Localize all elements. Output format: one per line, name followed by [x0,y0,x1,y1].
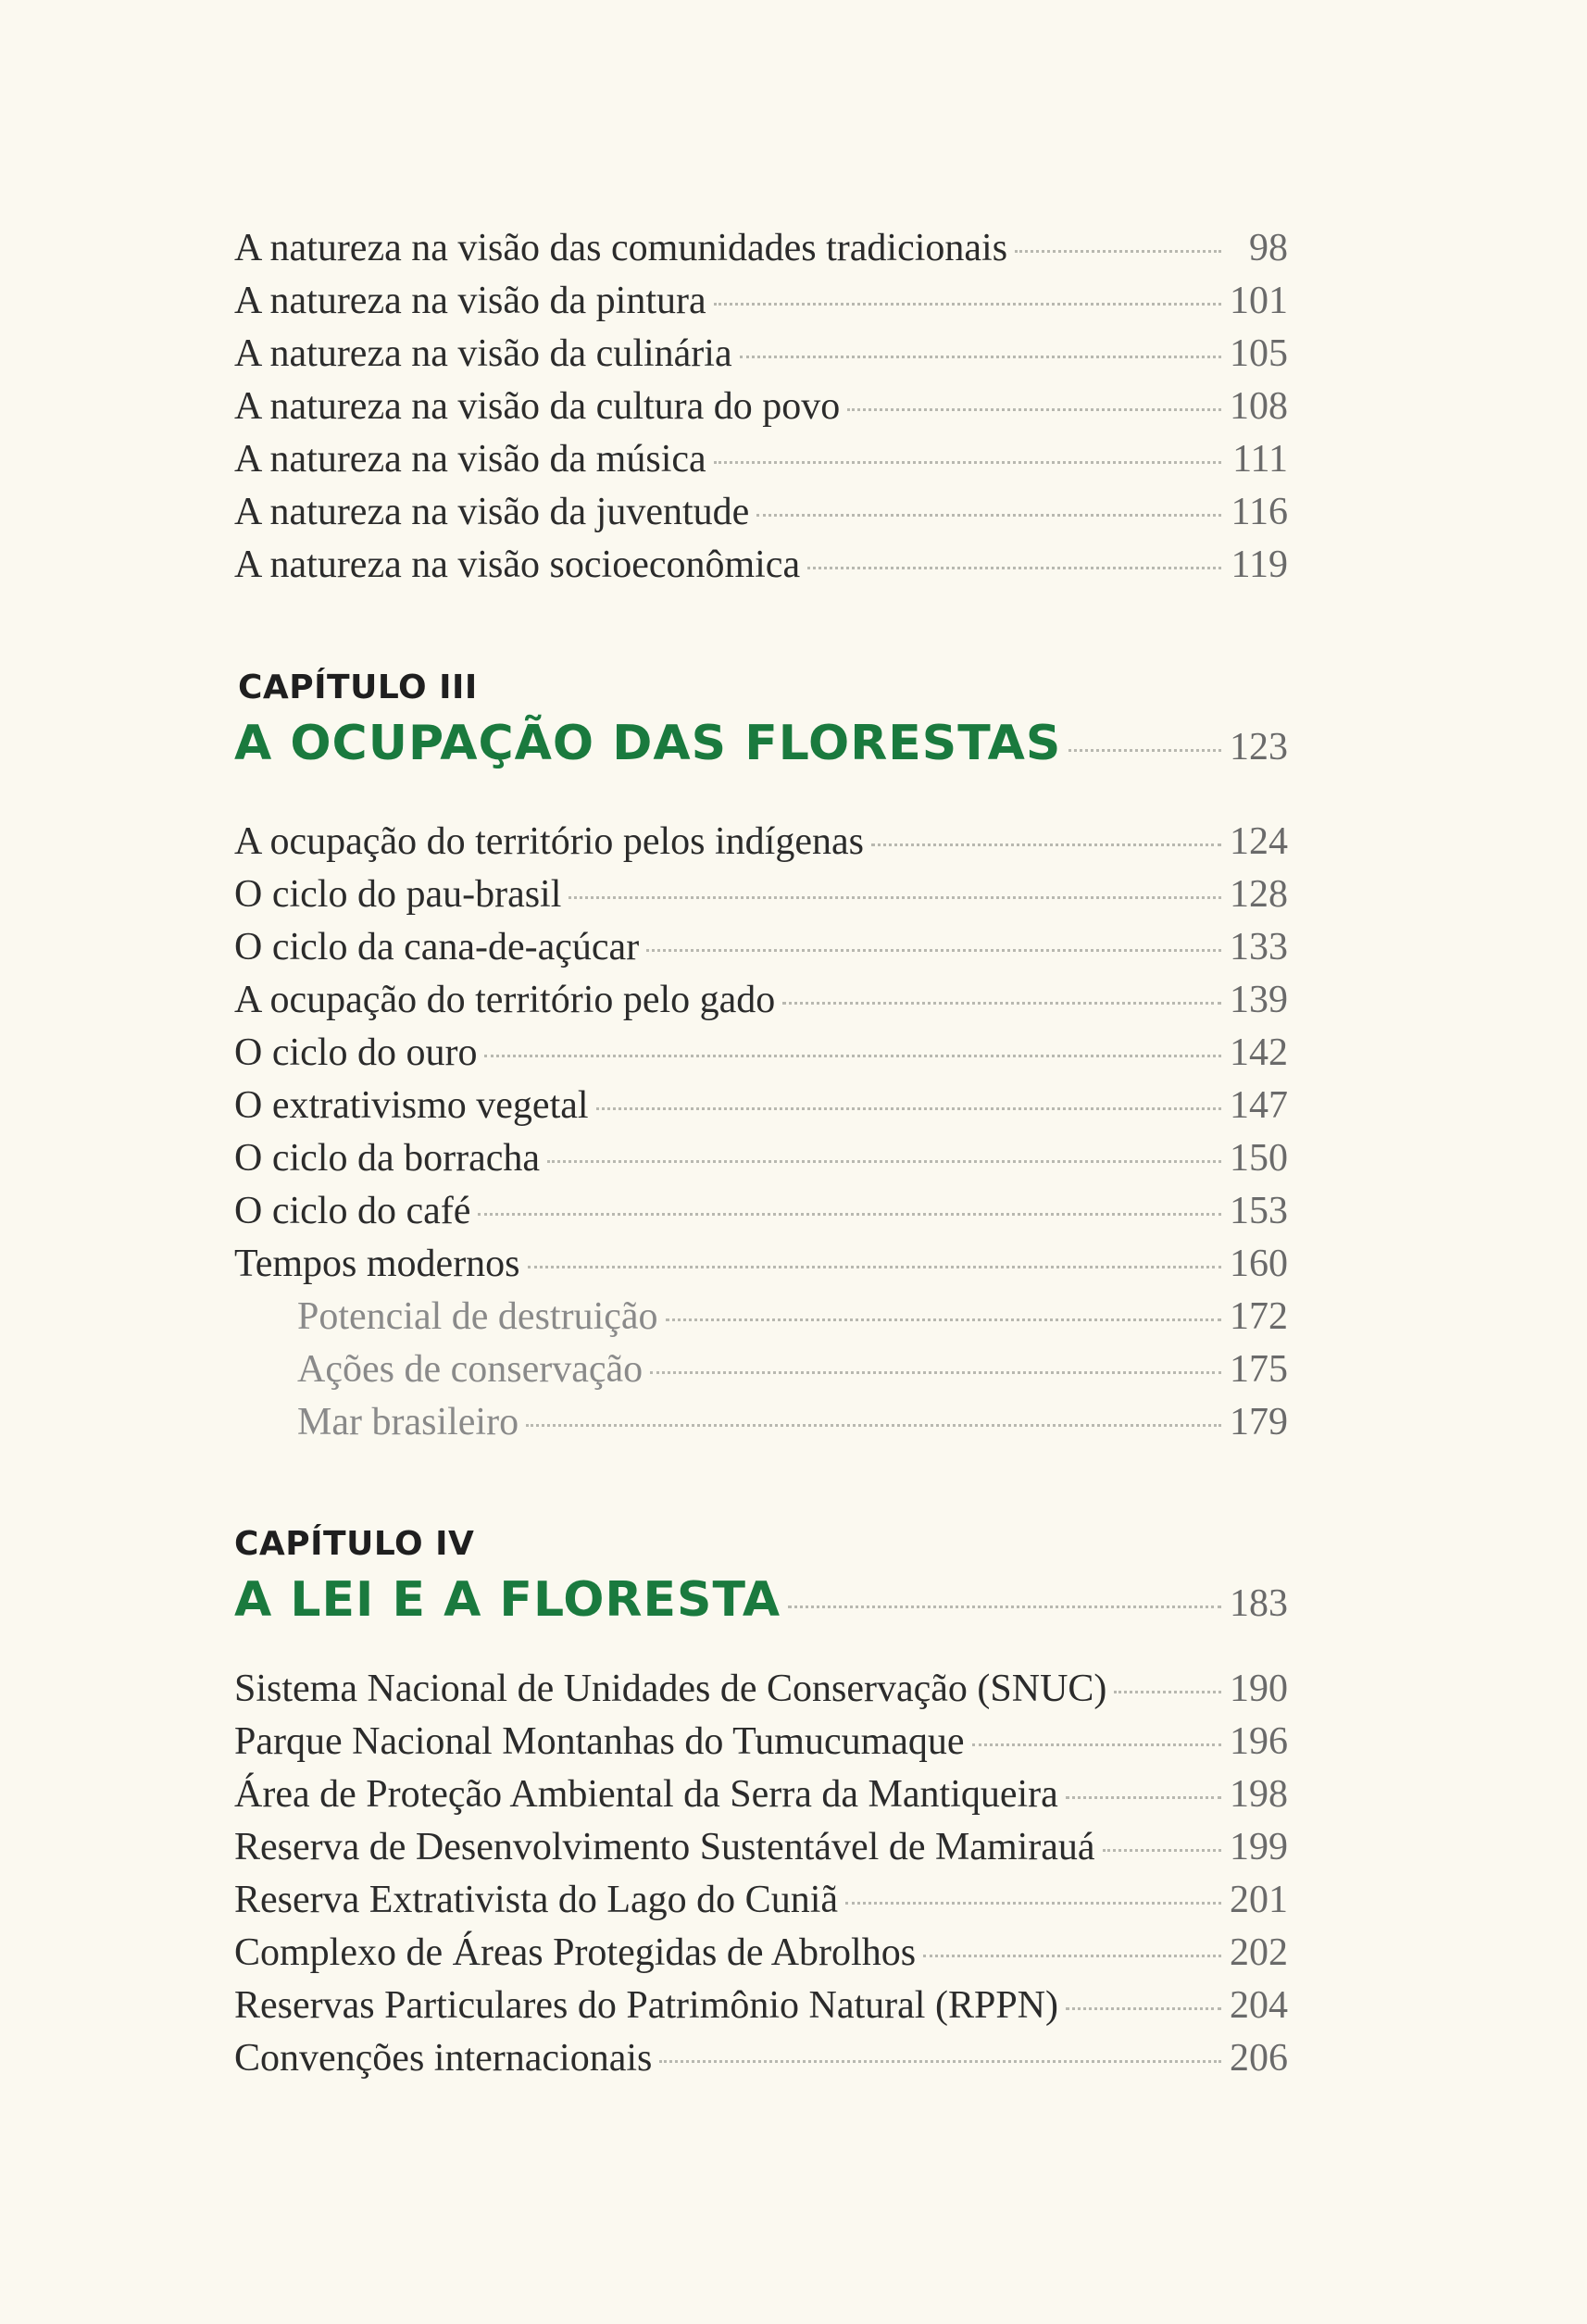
toc-entry-title: A natureza na visão socioeconômica [234,544,801,586]
toc-entry-page: 198 [1230,1773,1288,1816]
toc-entry [234,868,1288,921]
toc-entry-title: Complexo de Áreas Protegidas de Abrolhos [234,1931,917,1974]
chapter-entries [234,1663,1288,2085]
toc-entry [234,328,1288,381]
dot-leader [1114,1691,1221,1693]
toc-entry-page: 201 [1230,1879,1288,1921]
toc-entry [234,539,1288,592]
toc-entry-page: 204 [1230,1984,1288,2027]
dot-leader [547,1160,1221,1163]
toc-entry-page: 108 [1230,385,1288,428]
dot-leader [646,949,1221,952]
toc-entry-title: A natureza na visão da pintura [234,280,706,322]
toc-entry-title: O extrativismo vegetal [234,1084,589,1127]
dot-leader [845,1902,1221,1905]
toc-entry-page: 128 [1230,873,1288,916]
toc-chapter-3 [234,665,1288,1449]
toc-entry [234,1716,1288,1768]
toc-entry-title: Parque Nacional Montanhas do Tumucumaque [234,1720,965,1763]
toc-entry-page: 111 [1232,438,1288,481]
dot-leader [807,567,1221,569]
toc-chapter-4 [234,1521,1288,2085]
toc-entry [234,2032,1288,2085]
chapter-label: CAPÍTULO III [238,668,478,706]
dot-leader [788,1606,1221,1608]
dot-leader [923,1955,1221,1957]
dot-leader [1068,749,1221,752]
toc-entry-page: 142 [1230,1031,1288,1074]
dot-leader [1015,250,1221,253]
chapter-label: CAPÍTULO IV [234,1525,475,1563]
toc-entry-title: A natureza na visão das comunidades tradicionais [234,227,1008,269]
toc-entry [234,1027,1288,1080]
toc-entry-title: O ciclo do pau-brasil [234,873,562,916]
toc-entry-page: 98 [1249,227,1288,269]
toc-entry-page: 101 [1230,280,1288,322]
toc-entry-title: A ocupação do território pelo gado [234,979,776,1021]
toc-entry [234,921,1288,974]
toc-entry-title: A natureza na visão da culinária [234,332,732,375]
toc-entry-page: 199 [1230,1826,1288,1868]
toc-entry-page: 150 [1230,1137,1288,1180]
toc-entry-page: 124 [1230,820,1288,863]
dot-leader [782,1002,1221,1005]
toc-entry [234,1663,1288,1716]
toc-entry-page: 153 [1230,1190,1288,1232]
toc-entry [234,816,1288,868]
dot-leader [847,408,1221,411]
toc-entry-page: 160 [1230,1243,1288,1285]
chapter-page: 123 [1230,726,1288,768]
toc-entry [234,275,1288,328]
dot-leader [526,1424,1221,1427]
dot-leader [666,1318,1221,1321]
dot-leader [596,1107,1221,1110]
toc-entry-title: Área de Proteção Ambiental da Serra da Mantiqueira [234,1773,1058,1816]
toc-entry-page: 179 [1230,1401,1288,1443]
toc-entry-title: Sistema Nacional de Unidades de Conservação (SNUC) [234,1668,1107,1710]
toc-entry [234,1980,1288,2032]
toc-entry-page: 116 [1231,491,1288,533]
dot-leader [569,896,1221,899]
dot-leader [484,1055,1221,1057]
toc-entry [234,1185,1288,1238]
toc-subentry [234,1291,1288,1343]
toc-entry-page: 139 [1230,979,1288,1021]
toc-section-top [234,222,1288,592]
dot-leader [871,843,1221,846]
toc-entry-title: Reserva de Desenvolvimento Sustentável de Mamirauá [234,1826,1095,1868]
toc-entry [234,1768,1288,1821]
toc-entry-title: A natureza na visão da juventude [234,491,750,533]
toc-subentry [234,1343,1288,1396]
toc-entry-page: 196 [1230,1720,1288,1763]
toc-entry [234,222,1288,275]
dot-leader [1066,1796,1221,1799]
toc-entry-title: A natureza na visão da cultura do povo [234,385,841,428]
chapter-title: A OCUPAÇÃO DAS FLORESTAS [234,716,1062,771]
chapter-heading [234,711,1288,776]
chapter-title: A LEI E A FLORESTA [234,1572,781,1628]
toc-entry-page: 202 [1230,1931,1288,1974]
dot-leader [714,303,1221,306]
chapter-heading [234,1568,1288,1632]
toc-entry-title: O ciclo do café [234,1190,471,1232]
toc-entry [234,1238,1288,1291]
chapter-page: 183 [1230,1582,1288,1625]
dot-leader [756,514,1221,517]
toc-entry-title: Tempos modernos [234,1243,520,1285]
dot-leader [740,356,1221,358]
toc-entry-page: 105 [1230,332,1288,375]
dot-leader [1103,1849,1221,1852]
toc-entry-page: 119 [1231,544,1288,586]
toc-entry-title: O ciclo do ouro [234,1031,478,1074]
toc-entry-title: O ciclo da borracha [234,1137,540,1180]
toc-entry-title: Reserva Extrativista do Lago do Cuniã [234,1879,839,1921]
dot-leader [659,2060,1221,2063]
dot-leader [972,1743,1221,1746]
toc-entry-title: Potencial de destruição [297,1295,658,1338]
dot-leader [528,1266,1221,1268]
toc-entry-page: 175 [1230,1348,1288,1391]
toc-entry-title: Convenções internacionais [234,2037,653,2080]
toc-entry-page: 147 [1230,1084,1288,1127]
toc-entry [234,1080,1288,1132]
toc-subentry [234,1396,1288,1449]
dot-leader [650,1371,1221,1374]
toc-entry [234,433,1288,486]
dot-leader [1066,2007,1221,2010]
toc-entry-title: O ciclo da cana-de-açúcar [234,926,640,968]
toc-entry [234,1874,1288,1927]
toc-entry-title: Ações de conservação [297,1348,644,1391]
toc-entry [234,1132,1288,1185]
chapter-entries [234,816,1288,1449]
dot-leader [478,1213,1221,1216]
toc-entry-page: 172 [1230,1295,1288,1338]
toc-entry [234,1821,1288,1874]
toc-entry-title: Mar brasileiro [297,1401,519,1443]
toc-entry [234,1927,1288,1980]
dot-leader [714,461,1221,464]
toc-entry-page: 206 [1230,2037,1288,2080]
toc-entry [234,486,1288,539]
toc-entry [234,381,1288,433]
table-of-contents [234,222,1288,2085]
toc-entry-page: 133 [1230,926,1288,968]
toc-entry-page: 190 [1230,1668,1288,1710]
toc-entry-title: A ocupação do território pelos indígenas [234,820,864,863]
toc-entry-title: Reservas Particulares do Patrimônio Natural (RPPN) [234,1984,1058,2027]
toc-entry-title: A natureza na visão da música [234,438,706,481]
toc-entry [234,974,1288,1027]
